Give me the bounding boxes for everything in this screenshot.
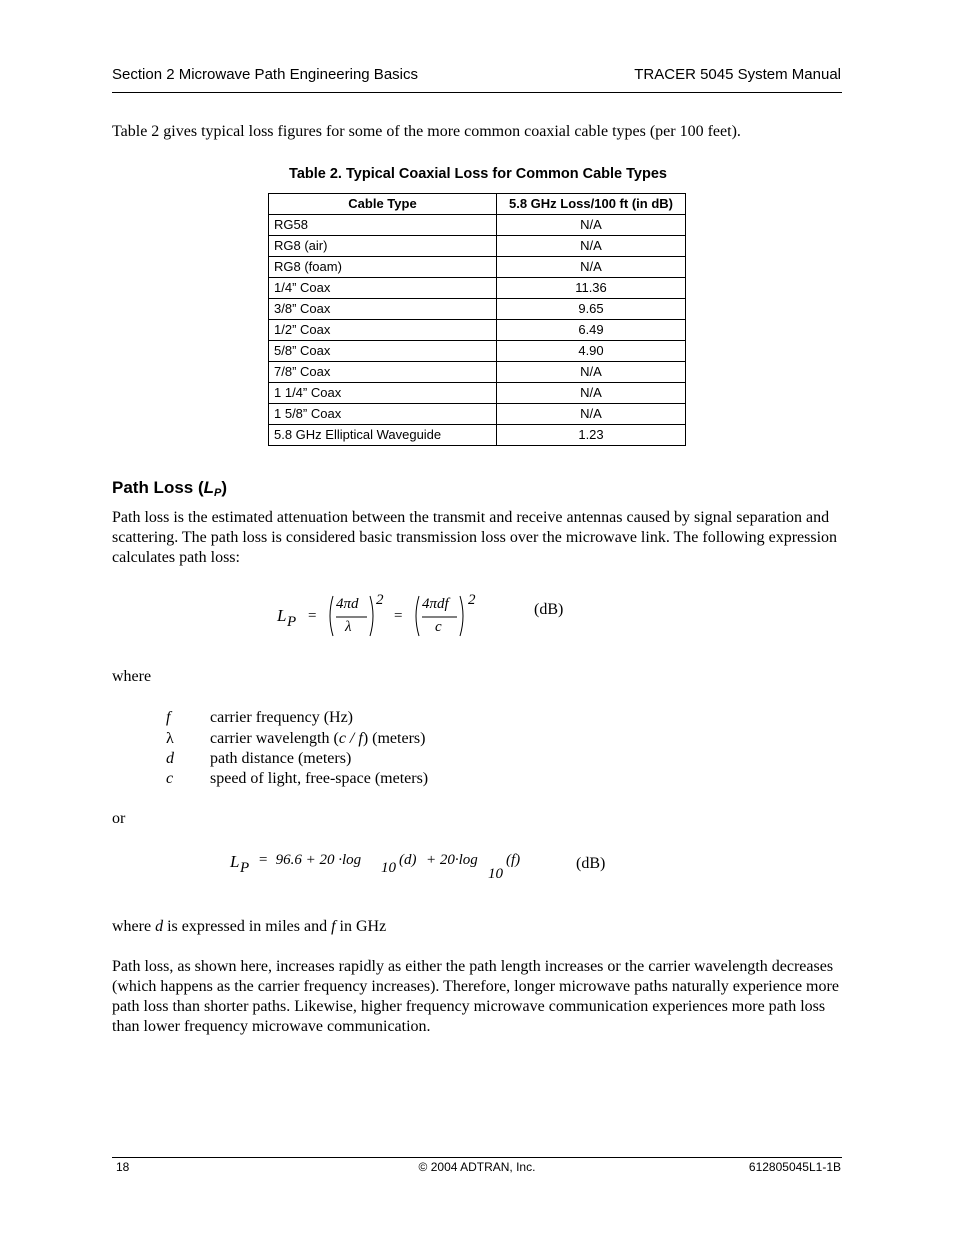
variable-symbol: λ xyxy=(166,730,174,747)
variable-symbol: f xyxy=(166,709,171,726)
cable-type-cell: 5/8” Coax xyxy=(269,341,497,362)
eq2-argument-1: (d) xyxy=(399,852,417,868)
cable-type-cell: RG8 (foam) xyxy=(269,257,497,278)
heading-subscript: P xyxy=(214,487,222,499)
cable-type-cell: 1 1/4” Coax xyxy=(269,383,497,404)
table-row xyxy=(269,299,686,320)
cable-type-cell: RG8 (air) xyxy=(269,236,497,257)
units-note-f: f xyxy=(331,918,336,935)
heading-variable: L xyxy=(203,478,215,497)
units-note xyxy=(112,917,847,937)
loss-value-cell: 1.23 xyxy=(497,425,686,446)
table-row xyxy=(269,257,686,278)
variable-description-formula: c / f xyxy=(338,730,363,747)
cable-type-cell: RG58 xyxy=(269,215,497,236)
loss-value-cell: 4.90 xyxy=(497,341,686,362)
header-manual-title: TRACER 5045 System Manual xyxy=(634,66,841,83)
eq2-lhs-subscript: P xyxy=(240,860,250,876)
table-row xyxy=(269,425,686,446)
table-row xyxy=(269,362,686,383)
variable-description-post: ) (meters) xyxy=(362,730,426,747)
eq2-argument-2: (f) xyxy=(506,852,521,868)
cable-type-cell: 7/8” Coax xyxy=(269,362,497,383)
cable-type-cell: 3/8” Coax xyxy=(269,299,497,320)
path-loss-equation xyxy=(270,588,590,648)
heading-close: ) xyxy=(221,478,228,497)
page-number: 18 xyxy=(116,1160,130,1174)
loss-value-cell: N/A xyxy=(497,215,686,236)
table-header-row xyxy=(269,194,686,215)
path-loss-log-equation xyxy=(228,848,628,888)
variable-row-lambda xyxy=(166,729,425,749)
eq2-unit: (dB) xyxy=(576,855,606,872)
where-label: where xyxy=(112,668,152,685)
eq1-equals-2: = xyxy=(394,608,403,624)
eq1-lhs: L xyxy=(277,606,287,625)
eq1-numerator-2: 4πdf xyxy=(422,596,449,612)
table-row xyxy=(269,341,686,362)
section-heading-path-loss xyxy=(112,478,227,499)
eq1-denominator-2: c xyxy=(435,619,442,635)
eq2-term-1: = 96.6 + 20 ·log xyxy=(258,852,362,868)
table-caption: Table 2. Typical Coaxial Loss for Common Cable Types xyxy=(289,166,667,182)
cable-type-cell: 1 5/8” Coax xyxy=(269,404,497,425)
variable-row-d xyxy=(166,749,351,769)
table-row xyxy=(269,404,686,425)
footer-copyright: © 2004 ADTRAN, Inc. xyxy=(418,1160,536,1174)
header-rule xyxy=(112,92,842,93)
eq1-equals-1: = xyxy=(308,608,317,624)
loss-value-cell: N/A xyxy=(497,362,686,383)
loss-value-cell: N/A xyxy=(497,236,686,257)
path-loss-explanation: Path loss, as shown here, increases rapidly as either the path length increases or the carrier wavelength decreases (which happens as the carrier frequency increases). Therefore, longer microwave paths naturally experience more path loss than shorter paths. Likewise, higher frequency microwave communication experiences more path loss than lower frequency microwave communication. xyxy=(112,958,839,1035)
variable-description-pre: carrier wavelength ( xyxy=(210,730,339,747)
eq2-term-2: + 20·log xyxy=(426,852,478,868)
loss-value-cell: 6.49 xyxy=(497,320,686,341)
intro-paragraph: Table 2 gives typical loss figures for some of the more common coaxial cable types (per 100 feet). xyxy=(112,123,741,140)
units-note-post: in GHz xyxy=(335,918,387,935)
cable-loss-table xyxy=(268,193,686,446)
variable-row-c xyxy=(166,769,428,789)
units-note-pre: where xyxy=(112,918,156,935)
cable-type-cell: 1/2” Coax xyxy=(269,320,497,341)
footer-doc-number: 612805045L1-1B xyxy=(748,1160,841,1174)
loss-value-cell: 9.65 xyxy=(497,299,686,320)
eq2-lhs: L xyxy=(230,852,240,871)
eq1-exponent-1: 2 xyxy=(376,592,384,608)
table-row xyxy=(269,278,686,299)
variable-symbol: d xyxy=(166,750,174,767)
variable-row-f xyxy=(166,708,353,728)
eq1-lhs-subscript: P xyxy=(287,614,297,630)
eq2-subscript-2: 10 xyxy=(488,866,503,882)
variable-symbol: c xyxy=(166,770,174,787)
variable-description: carrier frequency (Hz) xyxy=(210,709,354,726)
table-row xyxy=(269,236,686,257)
loss-value-cell: N/A xyxy=(497,257,686,278)
loss-value-cell: 11.36 xyxy=(497,278,686,299)
footer-rule xyxy=(112,1157,842,1158)
loss-value-cell: N/A xyxy=(497,404,686,425)
eq1-unit: (dB) xyxy=(534,601,564,618)
column-header-cable-type: Cable Type xyxy=(269,194,497,215)
heading-text: Path Loss ( xyxy=(112,478,204,497)
variable-description: path distance (meters) xyxy=(210,750,352,767)
table-row xyxy=(269,383,686,404)
or-label: or xyxy=(112,810,126,827)
units-note-mid: is expressed in miles and xyxy=(163,918,332,935)
units-note-d: d xyxy=(155,918,164,935)
column-header-loss: 5.8 GHz Loss/100 ft (in dB) xyxy=(497,194,686,215)
cable-type-cell: 1/4” Coax xyxy=(269,278,497,299)
loss-value-cell: N/A xyxy=(497,383,686,404)
eq1-exponent-2: 2 xyxy=(468,592,476,608)
variable-description: speed of light, free-space (meters) xyxy=(210,770,429,787)
header-section-title: Section 2 Microwave Path Engineering Basics xyxy=(112,66,418,83)
path-loss-paragraph: Path loss is the estimated attenuation between the transmit and receive antennas caused by signal separation and scattering. The path loss is considered basic transmission loss over the microwave link. The following expression calculates path loss: xyxy=(112,509,838,566)
eq1-denominator-1: λ xyxy=(345,619,352,635)
table-row xyxy=(269,320,686,341)
eq2-subscript-1: 10 xyxy=(381,860,396,876)
eq1-numerator-1: 4πd xyxy=(336,596,359,612)
table-row xyxy=(269,215,686,236)
cable-type-cell: 5.8 GHz Elliptical Waveguide xyxy=(269,425,497,446)
